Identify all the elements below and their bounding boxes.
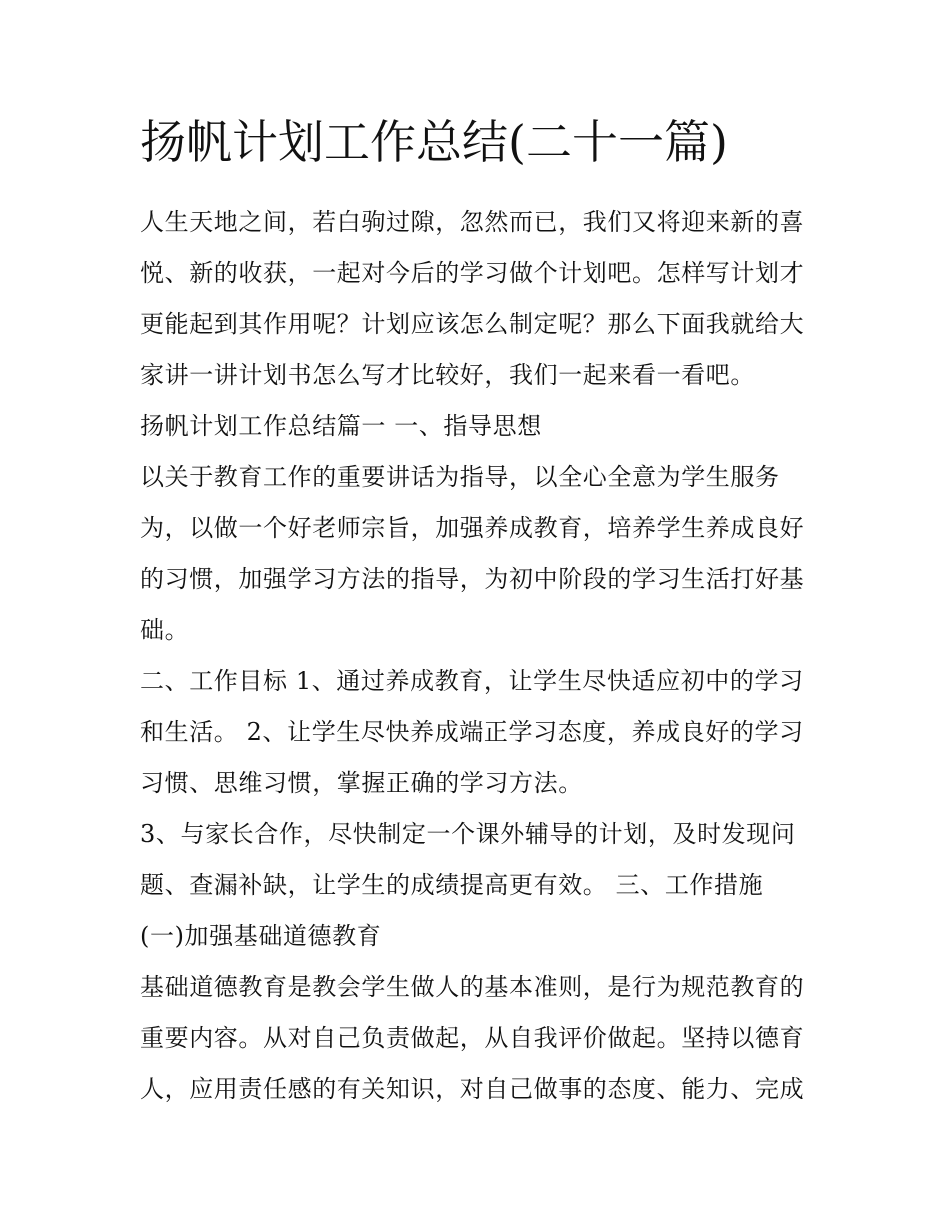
paragraph-line: 习惯、思维习惯，掌握正确的学习方法。 xyxy=(140,769,583,797)
paragraph-line: 3、与家长合作，尽快制定一个课外辅导的计划，及时发现问 xyxy=(140,820,796,848)
paragraph-line: 家讲一讲计划书怎么写才比较好，我们一起来看一看吧。 xyxy=(140,361,755,389)
paragraph-line: 的习惯，加强学习方法的指导，为初中阶段的学习生活打好基 xyxy=(140,565,805,593)
paragraph-line: 重要内容。从对自己负责做起，从自我评价做起。坚持以德育 xyxy=(140,1024,805,1052)
paragraph-line: 人生天地之间，若白驹过隙，忽然而已，我们又将迎来新的喜 xyxy=(140,208,805,236)
paragraph-line: 基础道德教育是教会学生做人的基本准则，是行为规范教育的 xyxy=(140,973,805,1001)
paragraph-line: 为，以做一个好老师宗旨，加强养成教育，培养学生养成良好 xyxy=(140,514,805,542)
paragraph-line: 悦、新的收获，一起对今后的学习做个计划吧。怎样写计划才 xyxy=(140,259,805,287)
section-heading: 扬帆计划工作总结篇一 一、指导思想 xyxy=(140,412,542,440)
paragraph-line: 二、工作目标 1、通过养成教育，让学生尽快适应初中的学习 xyxy=(140,667,804,695)
paragraph-line: 础。 xyxy=(140,616,190,644)
section-heading: (一)加强基础道德教育 xyxy=(140,922,382,950)
paragraph-line: 人，应用责任感的有关知识，对自己做事的态度、能力、完成 xyxy=(140,1075,805,1103)
document-title: 扬帆计划工作总结(二十一篇) xyxy=(140,115,728,169)
paragraph-line: 和生活。 2、让学生尽快养成端正学习态度，养成良好的学习 xyxy=(140,718,804,746)
paragraph-line: 以关于教育工作的重要讲话为指导，以全心全意为学生服务 xyxy=(140,463,780,491)
paragraph-line: 题、查漏补缺，让学生的成绩提高更有效。 三、工作措施 xyxy=(140,871,764,899)
paragraph-line: 更能起到其作用呢？计划应该怎么制定呢？那么下面我就给大 xyxy=(140,310,805,338)
